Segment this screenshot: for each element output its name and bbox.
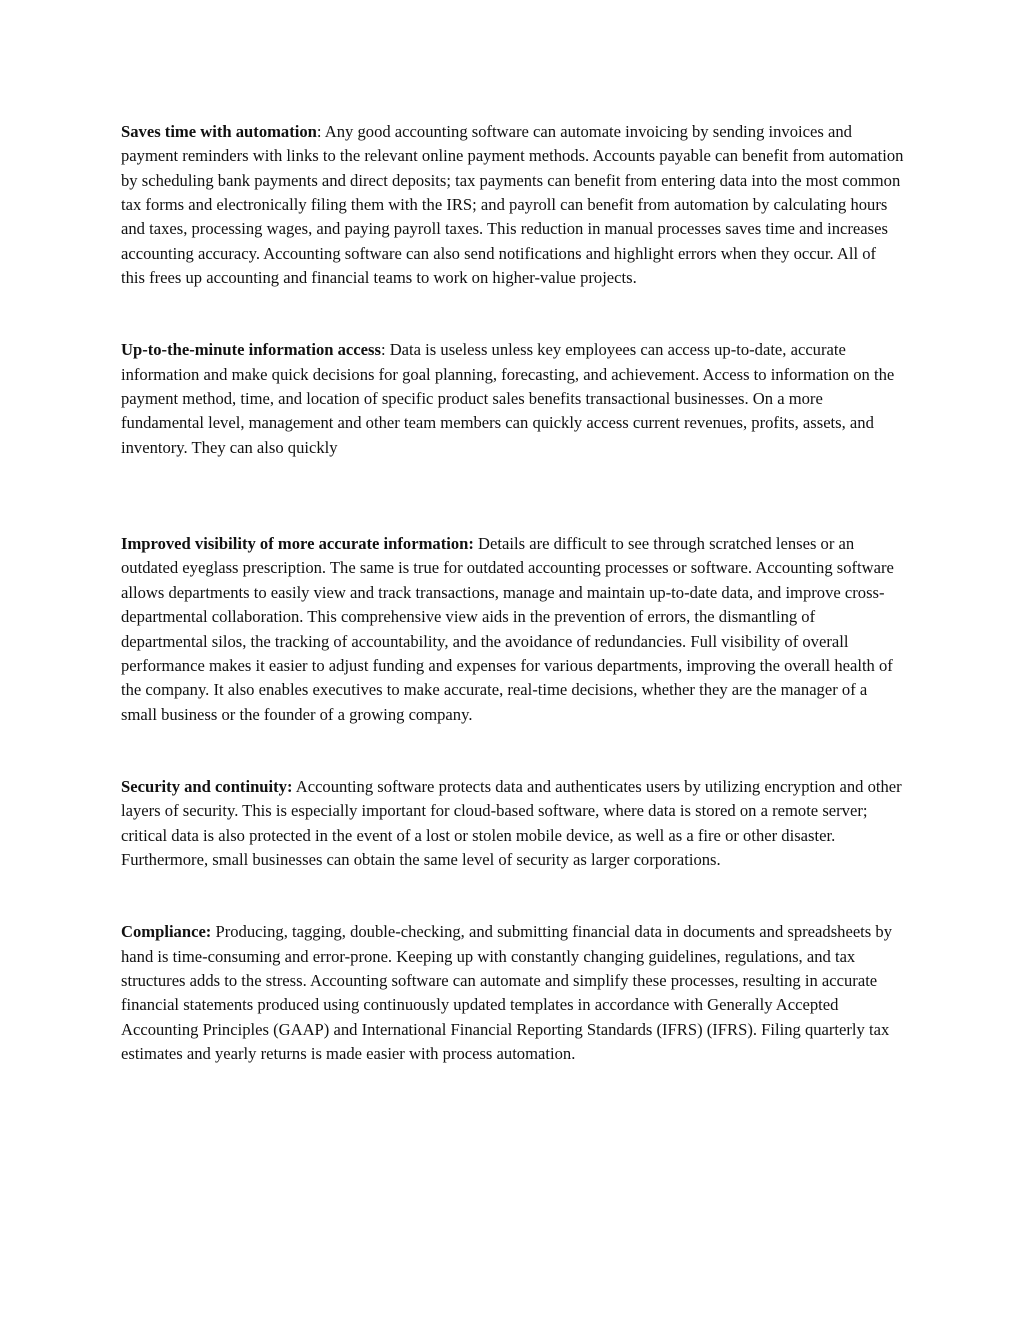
paragraph-heading: Compliance: bbox=[121, 922, 212, 942]
paragraph-security bbox=[121, 775, 904, 872]
paragraph-text: Data is useless unless key employees can access up-to-date, accurate information and make quick decisions for goal planning, forecasting, and achievement. Access to information on the payment method, time, and location of specific product sales benefits transactional businesses. On a more fundamental level, management and other team members can quickly access current revenues, profits, assets, and inventory. They can also quickly bbox=[121, 340, 895, 457]
paragraph-heading: Saves time with automation bbox=[121, 122, 317, 141]
paragraph-compliance bbox=[121, 920, 904, 1066]
heading-separator: : bbox=[380, 340, 390, 360]
paragraph-automation bbox=[121, 120, 904, 290]
paragraph-heading: Security and continuity: bbox=[121, 776, 293, 796]
paragraph-text: Producing, tagging, double-checking, and submitting financial data in documents and spreadsheets by hand is time-consuming and error-prone. Keeping up with constantly changing guidelines, regulations, and tax structures adds to the stress. Accounting software can automate and simplify these processes, resulting in accurate financial statements produced using continuously updated templates in accordance with Generally Accepted Accounting Principles (GAAP) and International Financial Reporting Standards (IFRS) (IFRS). Filing quarterly tax estimates and yearly returns is made easier with process automation. bbox=[121, 922, 892, 1063]
paragraph-visibility bbox=[121, 532, 904, 727]
paragraph-heading: Up-to-the-minute information access bbox=[121, 340, 381, 360]
paragraph-text: Accounting software protects data and authenticates users by utilizing encryption and other layers of security. This is especially important for cloud-based software, where data is stored on a remote server; critical data is also protected in the event of a lost or stolen mobile device, as well as a fire or other disaster. Furthermore, small businesses can obtain the same level of security as larger corporations. bbox=[121, 776, 902, 869]
paragraph-text: Any good accounting software can automate invoicing by sending invoices and payment reminders with links to the relevant online payment methods. Accounts payable can benefit from automation by scheduling bank payments and direct deposits; tax payments can benefit from entering data into the most common tax forms and electronically filing them with the IRS; and payroll can benefit from automation by calculating hours and taxes, processing wages, and paying payroll taxes. This reduction in manual processes saves time and increases accounting accuracy. Accounting software can also send notifications and highlight errors when they occur. All of this frees up accounting and financial teams to work on higher-value projects. bbox=[121, 122, 904, 288]
heading-separator: : bbox=[316, 122, 325, 141]
document-body bbox=[121, 120, 904, 1066]
paragraph-information-access bbox=[121, 338, 904, 460]
paragraph-heading: Improved visibility of more accurate information: bbox=[121, 534, 474, 554]
paragraph-text: Details are difficult to see through scratched lenses or an outdated eyeglass prescription. The same is true for outdated accounting processes or software. Accounting software allows departments to easily view and track transactions, manage and maintain up-to-date data, and improve cross-departmental collaboration. This comprehensive view aids in the prevention of errors, the dismantling of departmental silos, the tracking of accountability, and the avoidance of redundancies. Full visibility of overall performance makes it easier to adjust funding and expenses for various departments, improving the overall health of the company. It also enables executives to make accurate, real-time decisions, whether they are the manager of a small business or the founder of a growing company. bbox=[121, 534, 894, 724]
